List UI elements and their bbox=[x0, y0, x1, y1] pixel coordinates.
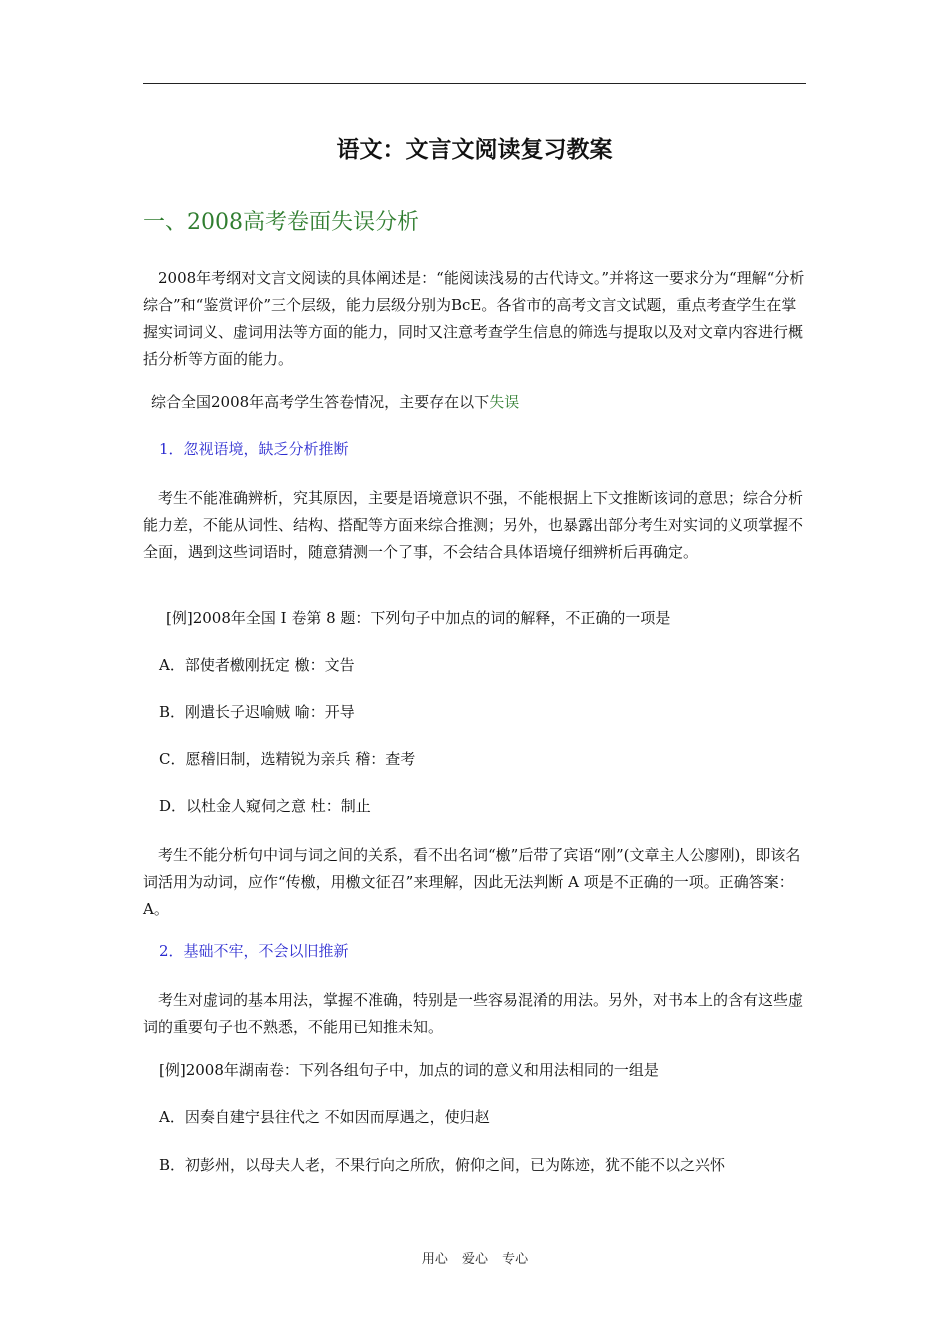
header-rule bbox=[143, 83, 806, 84]
example1-prompt: [例]2008年全国 I 卷第 8 题：下列句子中加点的词的解释，不正确的一项是 bbox=[166, 609, 671, 627]
example1-analysis: 考生不能分析句中词与词之间的关系，看不出名词“檄”后带了宾语“刚”(文章主人公廖刚)，即该名词活用为动词，应作“传檄，用檄文征召”来理解，因此无法判断 A 项是不正确的一项。正确答案：A。 bbox=[143, 846, 801, 918]
summary-text: 综合全国2008年高考学生答卷情况，主要存在以下 bbox=[151, 393, 490, 411]
item1-body: 考生不能准确辨析，究其原因，主要是语境意识不强，不能根据上下文推断该词的意思；综合分析能力差，不能从词性、结构、搭配等方面来综合推测；另外，也暴露出部分考生对实词的义项掌握不全面，遇到这些词语时，随意猜测一个了事，不会结合具体语境仔细辨析后再确定。 bbox=[143, 489, 804, 561]
page-footer: 用心 爱心 专心 bbox=[421, 1252, 529, 1267]
section-heading: 一、2008高考卷面失误分析 bbox=[143, 210, 419, 235]
example1-option-b: B．刚遣长子迟喻贼 喻：开导 bbox=[159, 703, 355, 721]
item2-body: 考生对虚词的基本用法，掌握不准确，特别是一些容易混淆的用法。另外，对书本上的含有这些虚词的重要句子也不熟悉，不能用已知推未知。 bbox=[143, 991, 804, 1036]
summary-line bbox=[151, 392, 519, 412]
intro-paragraph: 2008年考纲对文言文阅读的具体阐述是：“能阅读浅易的古代诗文。”并将这一要求分为“理解“分析综合”和“鉴赏评价”三个层级，能力层级分别为BcE。各省市的高考文言文试题，重点考查学生在掌握实词词义、虚词用法等方面的能力，同时又注意考查学生信息的筛选与提取以及对文章内容进行概括分析等方面的能力。 bbox=[143, 269, 805, 368]
item1-heading: 1．忽视语境，缺乏分析推断 bbox=[159, 440, 349, 458]
example1-option-c: C．愿稽旧制，选精锐为亲兵 稽：查考 bbox=[159, 750, 416, 768]
example1-option-d: D．以杜金人窥伺之意 杜：制止 bbox=[159, 797, 371, 815]
item2-heading: 2．基础不牢，不会以旧推新 bbox=[159, 942, 349, 960]
example1-option-a: A．部使者檄刚抚定 檄：文告 bbox=[159, 656, 355, 674]
example2-option-a: A．因奏自建宁县往代之 不如因而厚遇之，使归赵 bbox=[159, 1108, 490, 1126]
summary-highlight: 失误 bbox=[489, 393, 520, 411]
page-title: 语文：文言文阅读复习教案 bbox=[336, 136, 613, 163]
example2-prompt: [例]2008年湖南卷：下列各组句子中，加点的词的意义和用法相同的一组是 bbox=[159, 1061, 659, 1079]
example2-option-b: B．初彭州，以母夫人老，不果行向之所欣，俯仰之间，已为陈迹，犹不能不以之兴怀 bbox=[159, 1156, 726, 1174]
